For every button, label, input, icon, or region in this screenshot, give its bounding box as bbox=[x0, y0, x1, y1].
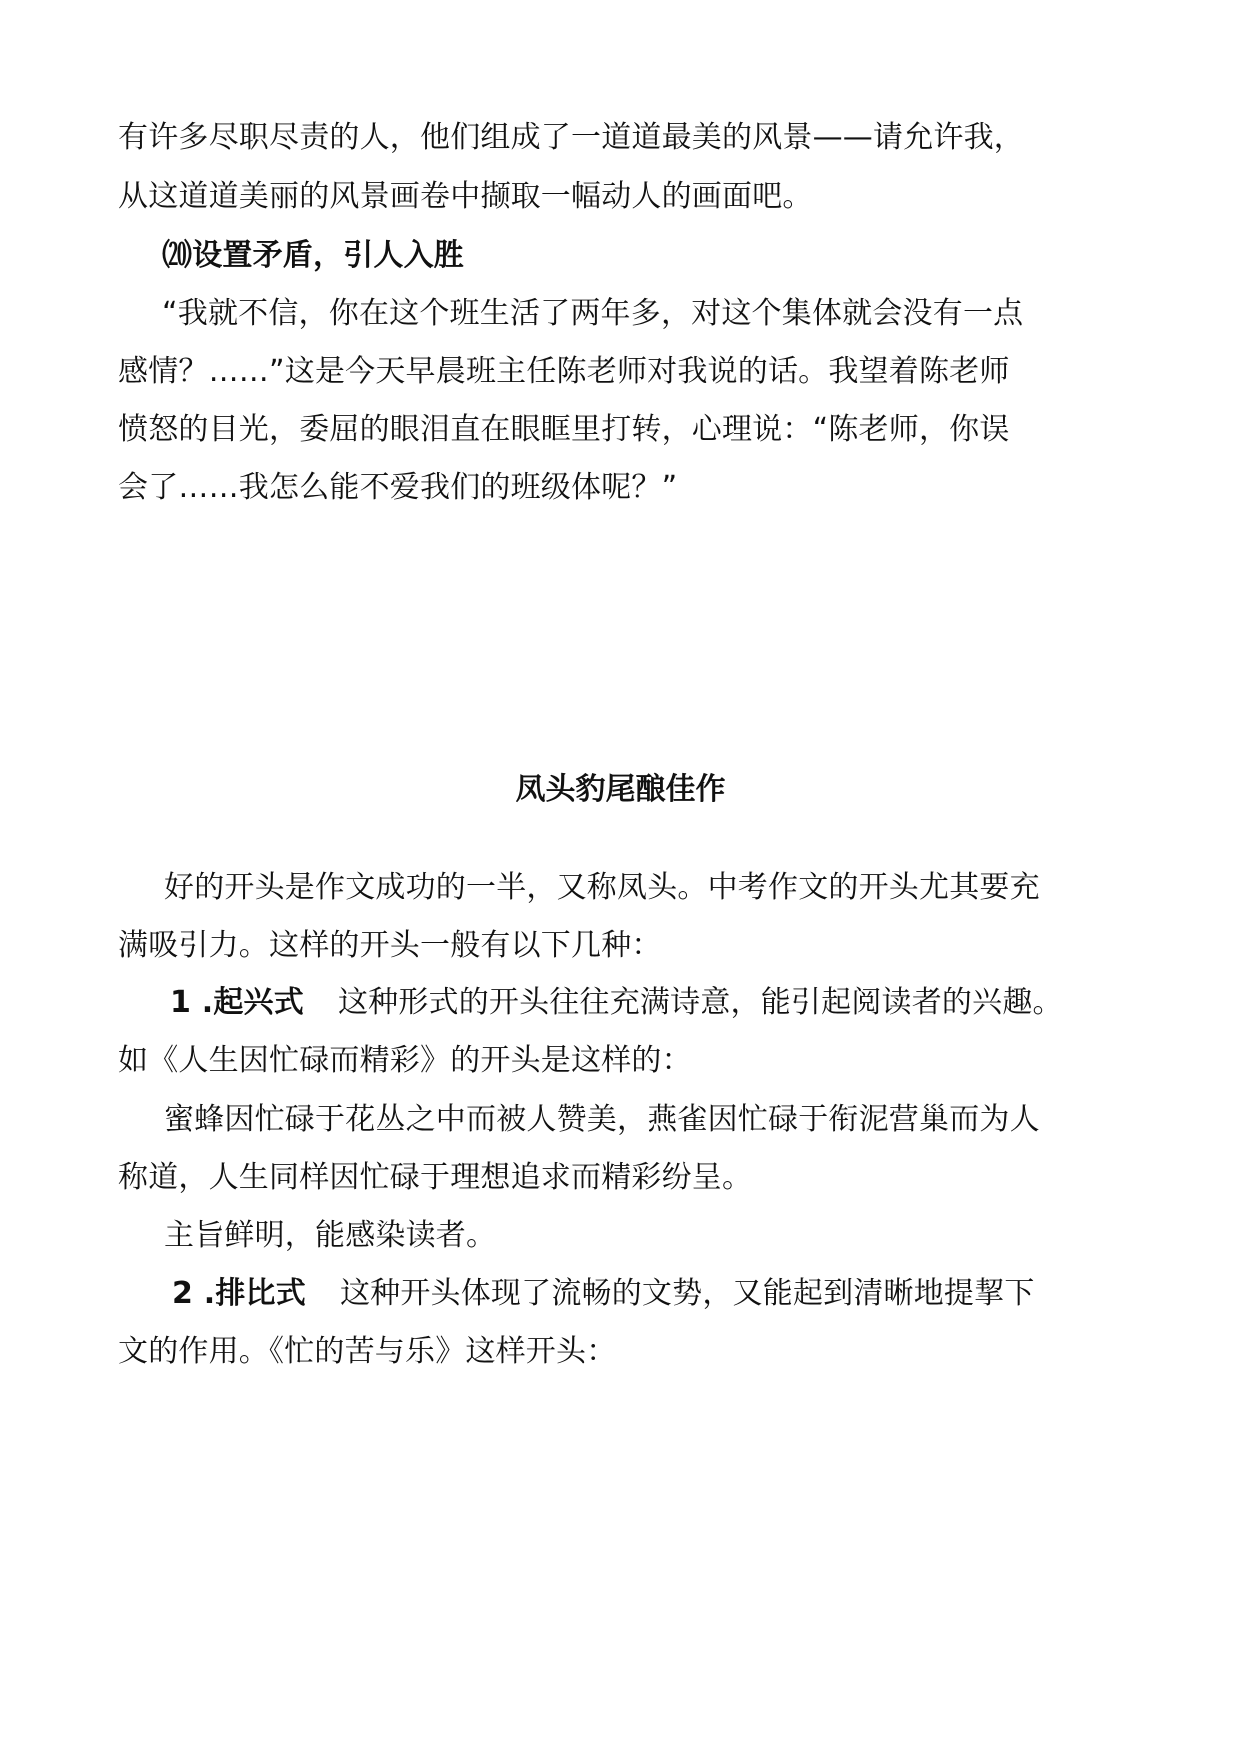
conflict-para-line-1: “我就不信，你在这个班生活了两年多，对这个集体就会没有一点 bbox=[162, 296, 1024, 331]
item-2-line-2: 文的作用。《忙的苦与乐》这样开头： bbox=[118, 1334, 617, 1369]
conflict-para-line-3: 愤怒的目光，委屈的眼泪直在眼眶里打转，心理说：“陈老师，你误 bbox=[118, 412, 1010, 447]
item-1-example-line-1: 蜜蜂因忙碌于花丛之中而被人赞美，燕雀因忙碌于衔泥营巢而为人 bbox=[164, 1102, 1040, 1137]
item-1-name: 起兴式 bbox=[213, 985, 304, 1020]
intro-line-2: 从这道道美丽的风景画卷中撷取一幅动人的画面吧。 bbox=[118, 179, 813, 214]
intro-line-1: 有许多尽职尽责的人，他们组成了一道道最美的风景——请允许我， bbox=[118, 120, 1024, 155]
opening-intro-line-1: 好的开头是作文成功的一半，又称凤头。中考作文的开头尤其要充 bbox=[164, 870, 1040, 905]
item-1-comment: 主旨鲜明，能感染读者。 bbox=[164, 1218, 497, 1253]
conflict-para-line-2: 感情？……”这是今天早晨班主任陈老师对我说的话。我望着陈老师 bbox=[118, 354, 1010, 389]
item-2-name: 排比式 bbox=[215, 1276, 306, 1311]
item-1-line-2: 如《人生因忙碌而精彩》的开头是这样的： bbox=[118, 1043, 692, 1078]
item-2-desc: 这种开头体现了流畅的文势，又能起到清晰地提挈下 bbox=[339, 1276, 1035, 1311]
item-1-example-line-2: 称道，人生同样因忙碌于理想追求而精彩纷呈。 bbox=[118, 1160, 753, 1195]
item-2-line-1 bbox=[172, 1274, 1035, 1314]
item-1-number: 1 . bbox=[170, 985, 214, 1020]
section-heading-20: ⒇设置矛盾，引人入胜 bbox=[162, 238, 464, 273]
conflict-para-line-4: 会了……我怎么能不爱我们的班级体呢？” bbox=[118, 470, 678, 505]
item-2-number: 2 . bbox=[172, 1276, 216, 1311]
article-title: 凤头豹尾酿佳作 bbox=[515, 772, 726, 807]
item-1-line-1 bbox=[170, 983, 1063, 1023]
item-1-desc: 这种形式的开头往往充满诗意，能引起阅读者的兴趣。 bbox=[337, 985, 1063, 1020]
opening-intro-line-2: 满吸引力。这样的开头一般有以下几种： bbox=[118, 928, 662, 963]
